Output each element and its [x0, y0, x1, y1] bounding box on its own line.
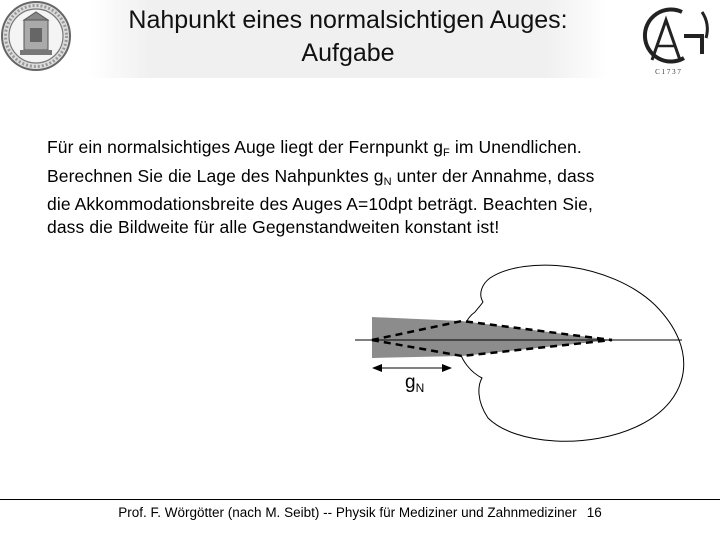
footer	[0, 505, 720, 520]
task-line-3: die Akkommodationsbreite des Auges A=10dpt beträgt. Beachten Sie,	[47, 194, 593, 214]
footer-divider	[0, 499, 720, 500]
gn-arrowhead-left	[372, 364, 382, 372]
task-line-2: Berechnen Sie die Lage des Nahpunktes $g_N$ unter der Annahme, dass	[47, 165, 595, 188]
footer-text: Prof. F. Wörgötter (nach M. Seibt) -- Physik für Mediziner und Zahnmediziner	[118, 505, 577, 520]
task-line-1: Für ein normalsichtiges Auge liegt der Fernpunkt $g_F$ im Unendlichen.	[47, 137, 582, 159]
page-number: 16	[586, 505, 602, 520]
title-line-2: Aufgabe	[301, 39, 395, 67]
near-point-label: $g_N$	[405, 372, 425, 395]
task-line-4: dass die Bildweite für alle Gegenstandweiten konstant ist!	[47, 216, 500, 237]
gn-arrowhead-right	[442, 364, 452, 372]
logo-ring-text: C 1 7 3 7	[655, 68, 681, 76]
title-line-1: Nahpunkt eines normalsichtigen Auges:	[128, 6, 568, 34]
